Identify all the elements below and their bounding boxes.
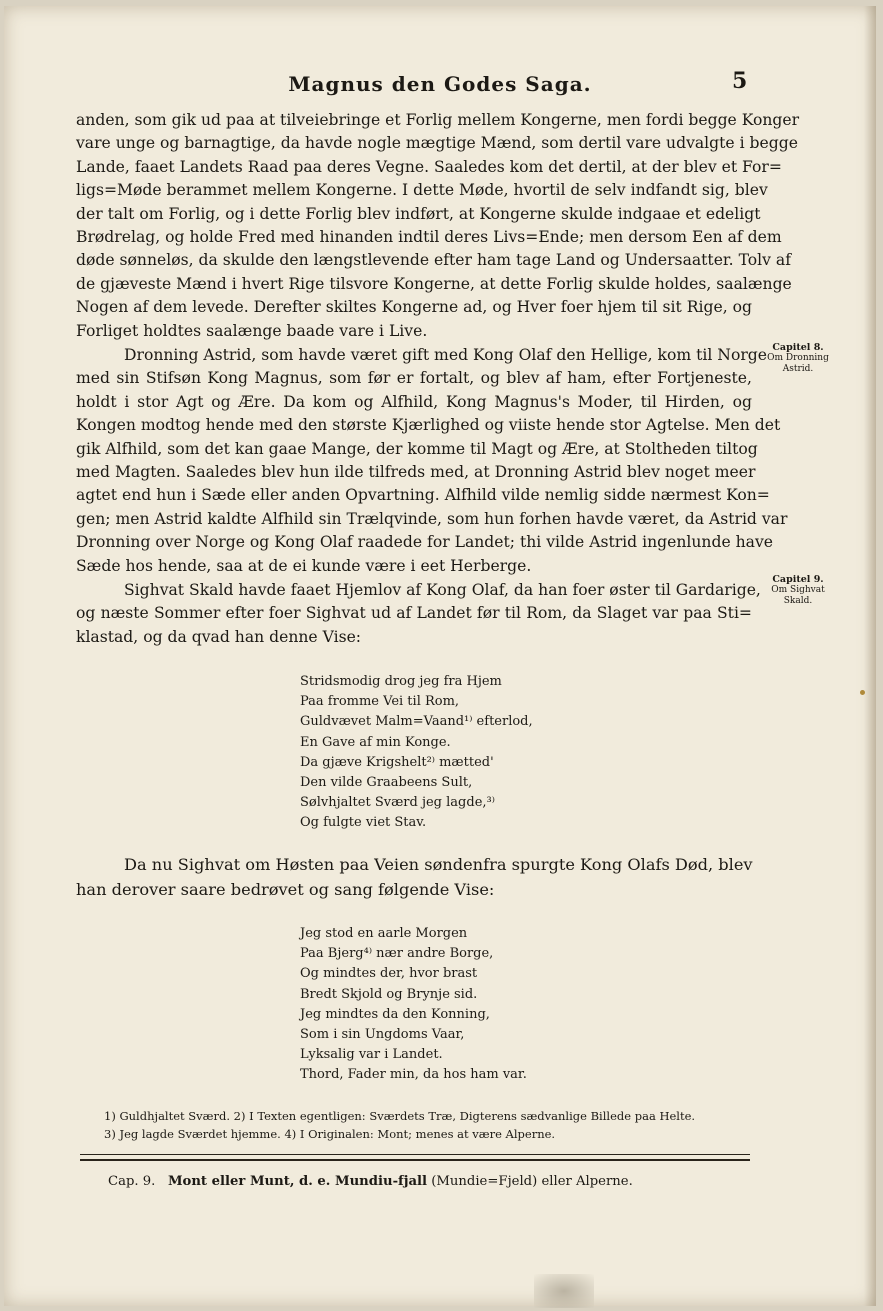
verse-line: Paa fromme Vei til Rom, xyxy=(300,694,460,710)
margin-note-chapter-9 xyxy=(760,574,836,607)
page xyxy=(4,6,876,1306)
margin-note-line: Skald. xyxy=(783,596,813,606)
text-line: agtet end hun i Sæde eller anden Opvartning. Alfhild vilde nemlig sidde nærmest Kon= xyxy=(76,486,770,505)
footnote-line: 3) Jeg lagde Sværdet hjemme. 4) I Originalen: Mont; menes at være Alperne. xyxy=(104,1127,556,1141)
bottom-note-ref: Cap. 9. xyxy=(108,1174,156,1189)
verse-line: Stridsmodig drog jeg fra Hjem xyxy=(300,674,502,689)
margin-note-line: Om Dronning xyxy=(767,353,829,363)
margin-note-chapter-8 xyxy=(760,342,836,375)
text-line: ligs=Møde berammet mellem Kongerne. I dette Møde, hvortil de selv indfandt sig, blev xyxy=(76,181,768,200)
paper-stain xyxy=(534,1274,594,1308)
text-line: Sighvat Skald havde faaet Hjemlov af Kong Olaf, da han foer øster til Gardarige, xyxy=(124,581,761,599)
text-line: anden, som gik ud paa at tilveiebringe et Forlig mellem Kongerne, men fordi begge Konger xyxy=(76,111,800,129)
verse-line: Jeg stod en aarle Morgen xyxy=(300,926,468,941)
text-line: Lande, faaet Landets Raad paa deres Vegne. Saaledes kom det dertil, at der blev et For= xyxy=(76,157,782,176)
verse-line: Den vilde Graabeens Sult, xyxy=(300,775,473,791)
bottom-note xyxy=(108,1174,633,1189)
poem-1 xyxy=(300,672,533,834)
verse-line: Jeg mindtes da den Konning, xyxy=(300,1006,490,1022)
paper-spot xyxy=(860,690,865,695)
bottom-note-bold: Mont eller Munt, d. e. Mundiu-fjall xyxy=(167,1174,428,1189)
verse-line: Lyksalig var i Landet. xyxy=(300,1047,443,1063)
text-line: Da nu Sighvat om Høsten paa Veien søndenfra spurgte Kong Olafs Død, blev xyxy=(124,855,753,874)
text-line: Dronning over Norge og Kong Olaf raadede for Landet; thi vilde Astrid ingenlunde have xyxy=(76,533,774,552)
text-line: Dronning Astrid, som havde været gift med Kong Olaf den Hellige, kom til Norge xyxy=(124,346,768,364)
paragraph-3 xyxy=(76,579,761,649)
verse-line: Og fulgte viet Stav. xyxy=(300,815,427,831)
verse-line: Sølvhjaltet Sværd jeg lagde,³⁾ xyxy=(300,795,495,811)
bottom-note-rest: (Mundie=Fjeld) eller Alperne. xyxy=(431,1174,633,1189)
margin-note-line: Astrid. xyxy=(782,364,814,374)
paragraph-2 xyxy=(76,344,788,578)
text-line: han derover saare bedrøvet og sang følgende Vise: xyxy=(76,880,495,899)
paragraph-4 xyxy=(76,852,752,902)
text-line: og næste Sommer efter foer Sighvat ud af Landet før til Rom, da Slaget var paa Sti= xyxy=(76,604,752,623)
text-line: vare unge og barnagtige, da havde nogle mægtige Mænd, som dertil vare udvalgte i begge xyxy=(76,134,798,153)
text-line: Brødrelag, og holde Fred med hinanden indtil deres Livs=Ende; men dersom Een af dem xyxy=(76,228,782,247)
divider-rule-thick xyxy=(80,1159,750,1161)
verse-line: Paa Bjerg⁴⁾ nær andre Borge, xyxy=(300,946,494,962)
text-line: klastad, og da qvad han denne Vise: xyxy=(76,627,362,646)
verse-line: Thord, Fader min, da hos ham var. xyxy=(300,1067,527,1083)
verse-line: Bredt Skjold og Brynje sid. xyxy=(300,986,478,1002)
text-line: Nogen af dem levede. Derefter skiltes Kongerne ad, og Hver foer hjem til sit Rige, og xyxy=(76,298,752,317)
verse-line: En Gave af min Konge. xyxy=(300,734,451,750)
text-line: med sin Stifsøn Kong Magnus, som før er fortalt, og blev af ham, efter Fortjeneste, xyxy=(76,369,752,388)
verse-line: Da gjæve Krigshelt²⁾ mætted' xyxy=(300,754,494,770)
text-line: Forliget holdtes saalænge baade vare i Live. xyxy=(76,321,428,340)
page-edge-shadow xyxy=(864,6,876,1306)
text-line: de gjæveste Mænd i hvert Rige tilsvore Kongerne, at dette Forlig skulde holdes, saalænge xyxy=(76,274,792,293)
text-line: gen; men Astrid kaldte Alfhild sin Trælqvinde, som hun forhen havde været, da Astrid var xyxy=(76,509,788,528)
text-line: Sæde hos hende, saa at de ei kunde være i eet Herberge. xyxy=(76,556,532,575)
paragraph-1 xyxy=(76,109,800,343)
text-line: holdt i stor Agt og Ære. Da kom og Alfhild, Kong Magnus's Moder, til Hirden, og xyxy=(76,392,752,411)
page-number: 5 xyxy=(732,68,748,94)
text-line: der talt om Forlig, og i dette Forlig blev indført, at Kongerne skulde indgaae et edeligt xyxy=(76,204,761,223)
footnotes xyxy=(104,1107,754,1143)
text-line: gik Alfhild, som det kan gaae Mange, der komme til Magt og Ære, at Stoltheden tiltog xyxy=(76,439,758,458)
text-line: døde sønneløs, da skulde den længstlevende efter ham tage Land og Undersaatter. Tolv af xyxy=(76,251,791,270)
page-title: Magnus den Godes Saga. xyxy=(288,72,592,96)
verse-line: Som i sin Ungdoms Vaar, xyxy=(300,1027,465,1043)
margin-note-heading: Capitel 8. xyxy=(772,342,824,353)
margin-note-line: Om Sighvat xyxy=(771,585,825,595)
text-line: Kongen modtog hende med den største Kjærlighed og viiste hende stor Agtelse. Men det xyxy=(76,416,781,435)
margin-note-heading: Capitel 9. xyxy=(772,574,824,585)
text-line: med Magten. Saaledes blev hun ilde tilfreds med, at Dronning Astrid blev noget meer xyxy=(76,463,756,482)
verse-line: Guldvævet Malm=Vaand¹⁾ efterlod, xyxy=(300,714,533,730)
verse-line: Og mindtes der, hvor brast xyxy=(300,966,478,982)
poem-2 xyxy=(300,924,527,1086)
divider-rule xyxy=(80,1154,750,1155)
footnote-line: 1) Guldhjaltet Sværd. 2) I Texten egentligen: Sværdets Træ, Digterens sædvanlige Billede paa Helte. xyxy=(104,1109,696,1123)
